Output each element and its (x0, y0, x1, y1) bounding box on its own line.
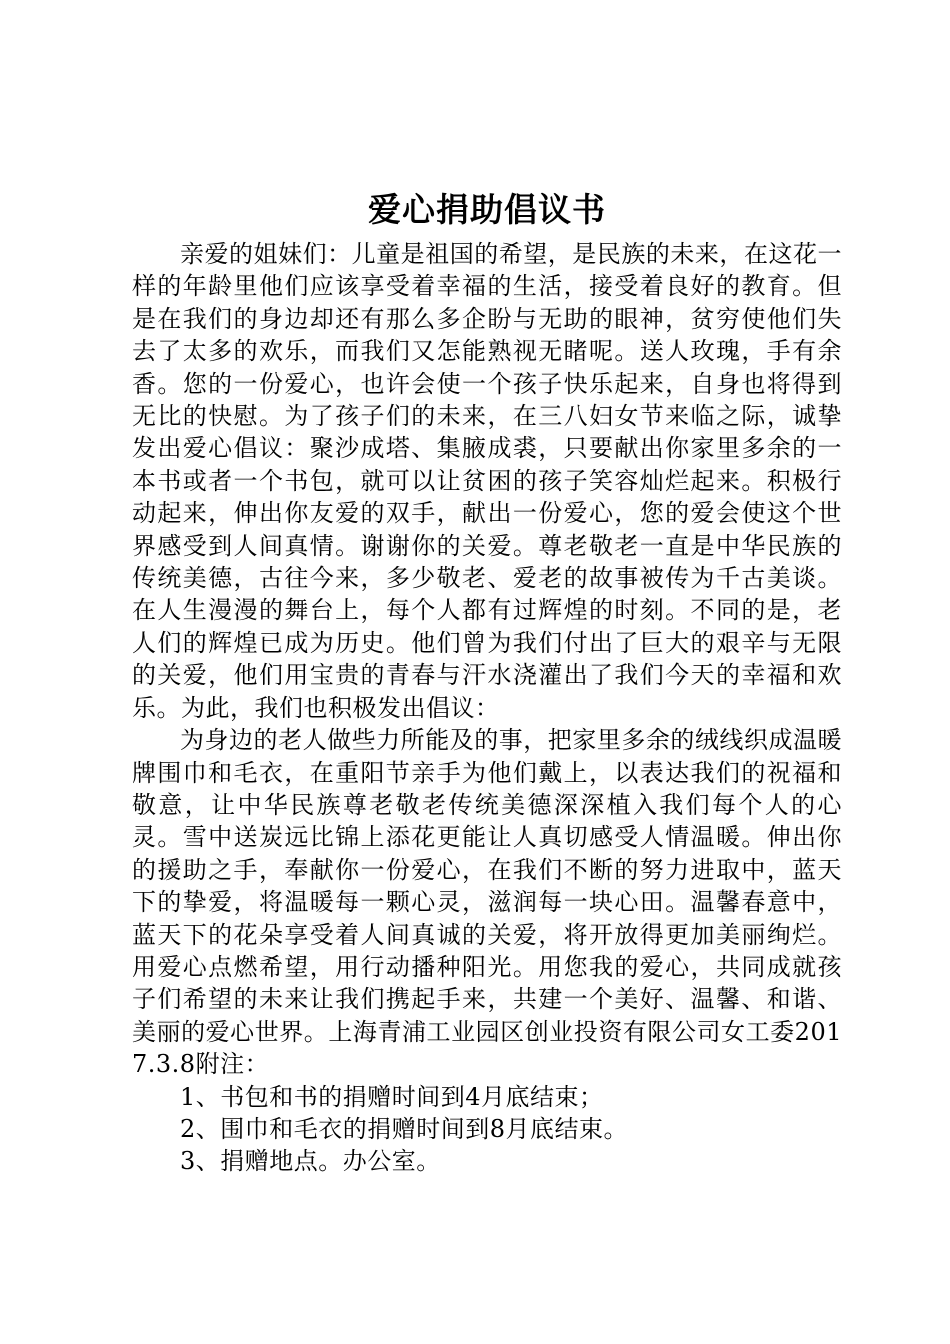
document-page (132, 182, 842, 1178)
note-item-3: 3、捐赠地点。办公室。 (180, 1147, 441, 1176)
document-title: 爱心捐助倡议书 (368, 190, 606, 229)
note-item-1: 1、书包和书的捐赠时间到4月底结束； (180, 1082, 604, 1111)
body-paragraph-2: 为身边的老人做些力所能及的事，把家里多余的绒线织成温暖牌围巾和毛衣，在重阳节亲手为他们戴上，以表达我们的祝福和敬意，让中华民族尊老敬老传统美德深深植入我们每个人的心灵。雪中送炭远比锦上添花更能让人真切感受人情温暖。伸出你的援助之手，奉献你一份爱心，在我们不断的努力进取中，蓝天下的挚爱，将温暖每一颗心灵，滋润每一块心田。温馨春意中，蓝天下的花朵享受着人间真诚的关爱，将开放得更加美丽绚烂。用爱心点燃希望，用行动播种阳光。用您我的爱心，共同成就孩子们希望的未来让我们携起手来，共建一个美好、温馨、和谐、美丽的爱心世界。上海青浦工业园区创业投资有限公司女工委2017.3.8附注： (132, 726, 842, 1079)
note-item-2: 2、围巾和毛衣的捐赠时间到8月底结束。 (180, 1114, 629, 1143)
body-paragraph-1: 亲爱的姐妹们：儿童是祖国的希望，是民族的未来，在这花一样的年龄里他们应该享受着幸福的生活，接受着良好的教育。但是在我们的身边却还有那么多企盼与无助的眼神，贫穷使他们失去了太多的欢乐，而我们又怎能熟视无睹呢。送人玫瑰，手有余香。您的一份爱心，也许会使一个孩子快乐起来，自身也将得到无比的快慰。为了孩子们的未来，在三八妇女节来临之际，诚挚发出爱心倡议：聚沙成塔、集腋成裘，只要献出你家里多余的一本书或者一个书包，就可以让贫困的孩子笑容灿烂起来。积极行动起来，伸出你友爱的双手，献出一份爱心，您的爱会使这个世界感受到人间真情。谢谢你的关爱。尊老敬老一直是中华民族的传统美德，古往今来，多少敬老、爱老的故事被传为千古美谈。在人生漫漫的舞台上，每个人都有过辉煌的时刻。不同的是，老人们的辉煌已成为历史。他们曾为我们付出了巨大的艰辛与无限的关爱，他们用宝贵的青春与汗水浇灌出了我们今天的幸福和欢乐。为此，我们也积极发出倡议： (132, 240, 842, 722)
